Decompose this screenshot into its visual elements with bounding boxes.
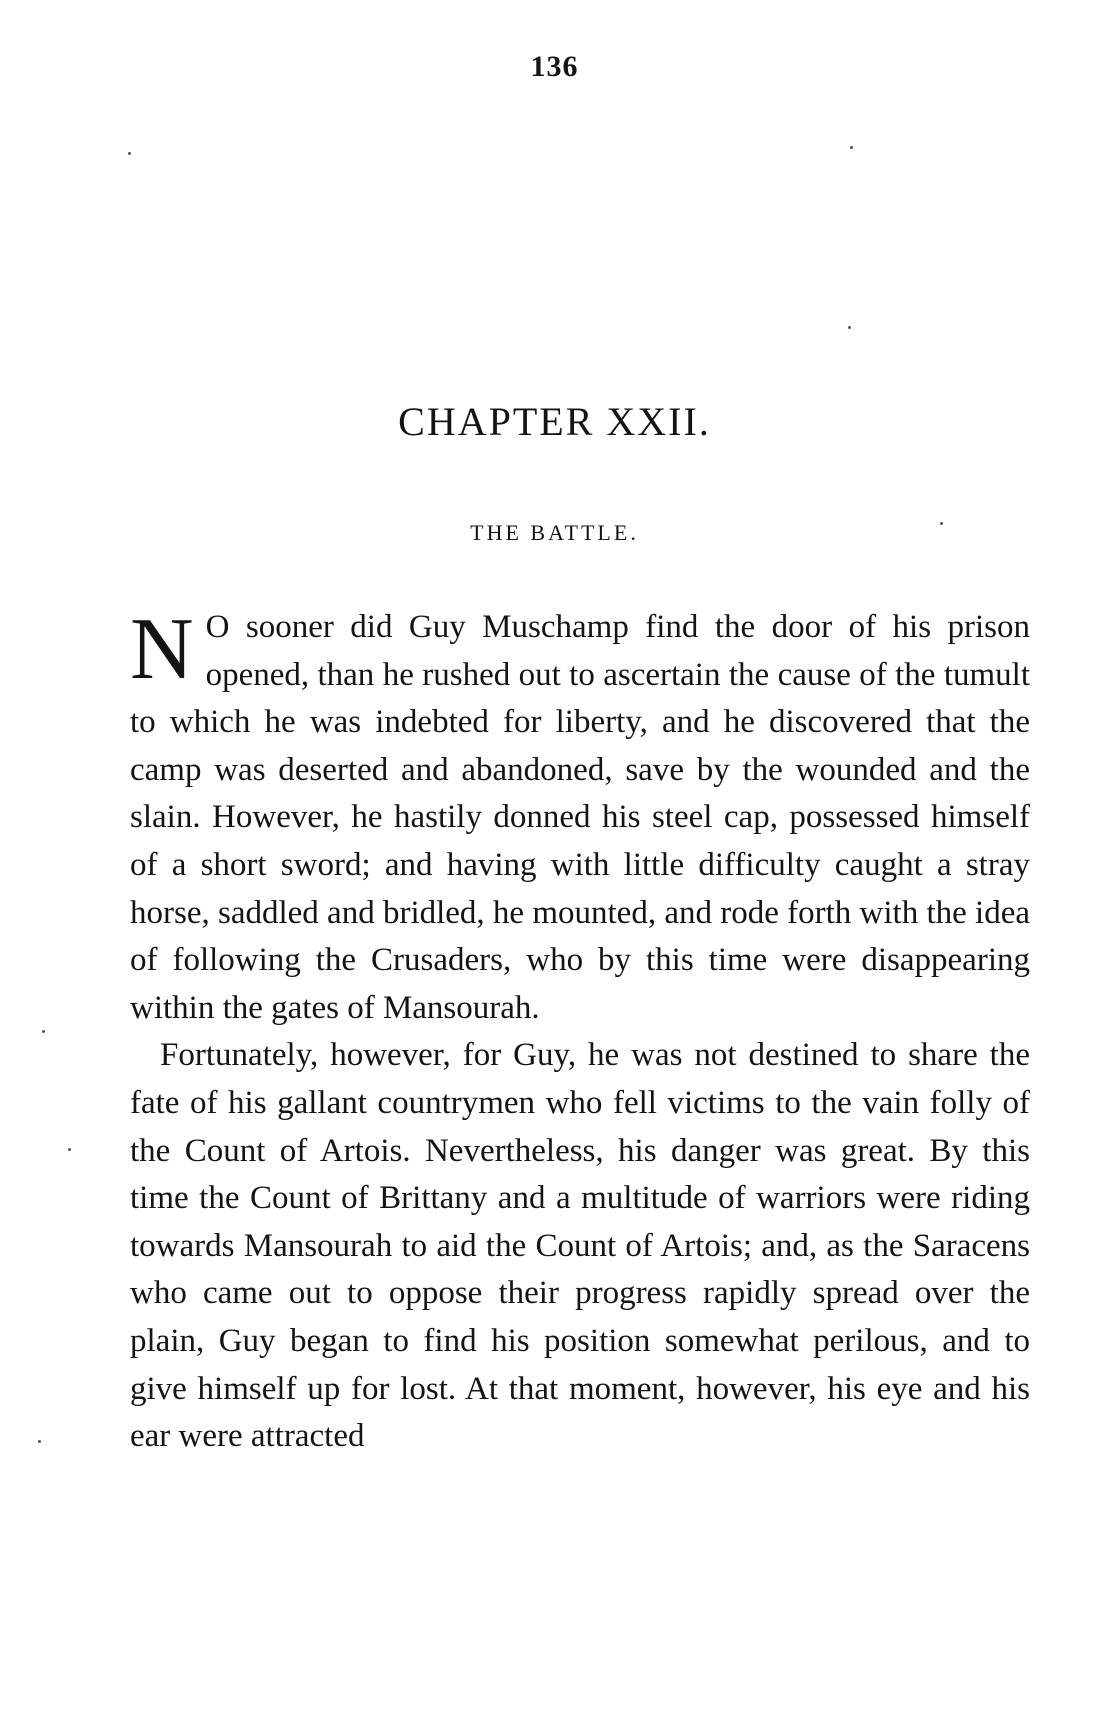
body-text: [130, 601, 1030, 1461]
scan-speck: [38, 1440, 41, 1443]
chapter-subtitle: THE BATTLE.: [470, 520, 639, 545]
drop-cap: N: [130, 601, 194, 698]
paragraph-2: Fortunately, however, for Guy, he was not destined to share the fate of his gallant countrymen who fell victims to the vain folly of the Count of Artois. Nevertheless, his danger was great. By this time the Count of Brittany and a multitude of warriors were riding towards Mansourah to aid the Count of Artois; and, as the Saracens who came out to oppose their progress rapidly spread over the plain, Guy began to find his position somewhat perilous, and to give himself up for lost. At that moment, however, his eye and his ear were attracted: [130, 1037, 1030, 1455]
chapter-title: CHAPTER XXII.: [398, 399, 711, 444]
scan-speck: [850, 146, 853, 149]
paragraph-1: [130, 601, 1030, 1032]
paragraph-1-text: O sooner did Guy Muschamp find the door of his prison opened, than he rushed out to ascertain the cause of the tumult to which he was indebted for liberty, and he discovered that the camp was deserted and abandoned, save by the wounded and the slain. However, he hastily donned his steel cap, possessed himself of a short sword; and having with little difficulty caught a stray horse, saddled and bridled, he mounted, and rode forth with the idea of following the Crusaders, who by this time were disappearing within the gates of Mansourah.: [130, 609, 1030, 1026]
scan-speck: [68, 1148, 71, 1151]
scan-speck: [940, 522, 943, 525]
scan-speck: [42, 1030, 45, 1033]
page-number: 136: [530, 50, 579, 83]
scan-speck: [848, 326, 851, 329]
scan-speck: [128, 152, 131, 155]
